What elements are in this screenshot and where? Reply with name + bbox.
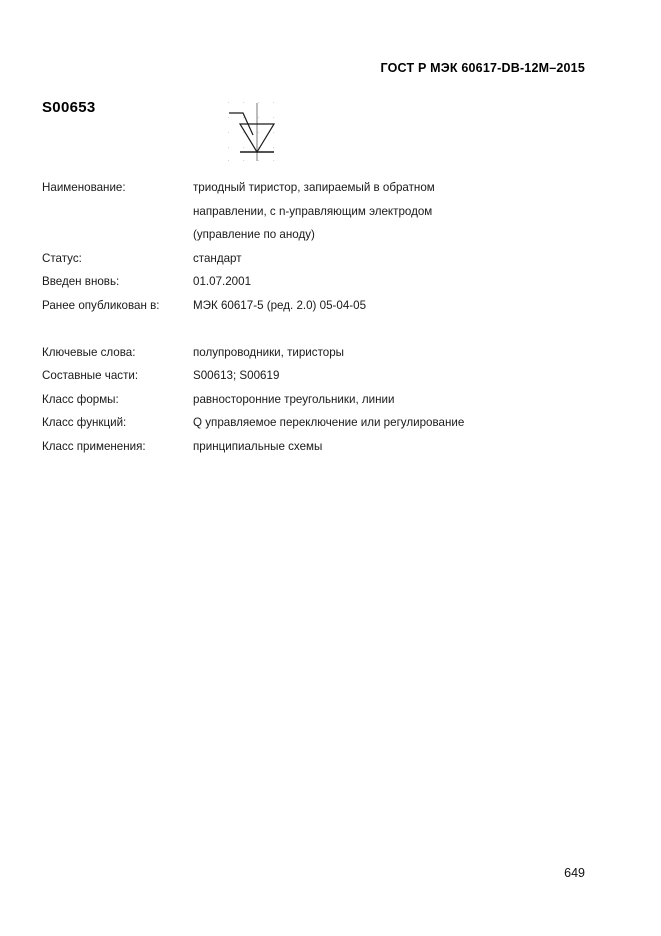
property-value	[193, 411, 572, 435]
property-value-line: равносторонние треугольники, линии	[193, 392, 395, 406]
property-value-line: Q управляемое переключение или регулирование	[193, 416, 465, 430]
property-value-line: 01.07.2001	[193, 275, 252, 289]
property-value-line: стандарт	[193, 251, 242, 265]
property-label: Класс функций:	[42, 416, 127, 430]
table-row	[42, 341, 572, 365]
properties-table	[42, 176, 572, 459]
property-label: Составные части:	[42, 369, 139, 383]
property-value-line: S00613; S00619	[193, 369, 280, 383]
property-label: Введен вновь:	[42, 275, 120, 289]
property-value	[193, 364, 572, 388]
table-row	[42, 247, 572, 271]
document-header-standard-title: ГОСТ Р МЭК 60617-DB-12M–2015	[380, 61, 585, 75]
property-value-line: триодный тиристор, запираемый в обратном	[193, 181, 435, 194]
table-row	[42, 294, 572, 318]
page-number: 649	[564, 866, 585, 880]
property-label: Статус:	[42, 251, 82, 265]
table-row	[42, 435, 572, 459]
property-value-line: МЭК 60617-5 (ред. 2.0) 05-04-05	[193, 298, 367, 312]
property-label: Ключевые слова:	[42, 345, 136, 359]
property-value-line: полупроводники, тиристоры	[193, 345, 344, 359]
property-label: Класс применения:	[42, 439, 146, 453]
property-value	[193, 388, 572, 412]
property-value	[193, 176, 572, 247]
table-row	[42, 388, 572, 412]
table-row	[42, 270, 572, 294]
property-value-line: (управление по аноду)	[193, 228, 315, 242]
property-label: Класс формы:	[42, 392, 119, 406]
table-row	[42, 411, 572, 435]
property-value	[193, 247, 572, 271]
property-value	[193, 294, 572, 318]
table-row	[42, 364, 572, 388]
property-label: Наименование:	[42, 181, 126, 194]
property-label: Ранее опубликован в:	[42, 298, 160, 312]
property-value-line: принципиальные схемы	[193, 439, 323, 453]
section-divider	[42, 318, 572, 341]
table-row	[42, 176, 572, 247]
page-title: S00653	[42, 99, 96, 116]
reverse-blocking-triode-thyristor-n-gate-symbol	[226, 100, 288, 164]
property-value-line: направлении, с n-управляющим электродом	[193, 204, 433, 218]
property-value	[193, 270, 572, 294]
property-value	[193, 435, 572, 459]
property-value	[193, 341, 572, 365]
